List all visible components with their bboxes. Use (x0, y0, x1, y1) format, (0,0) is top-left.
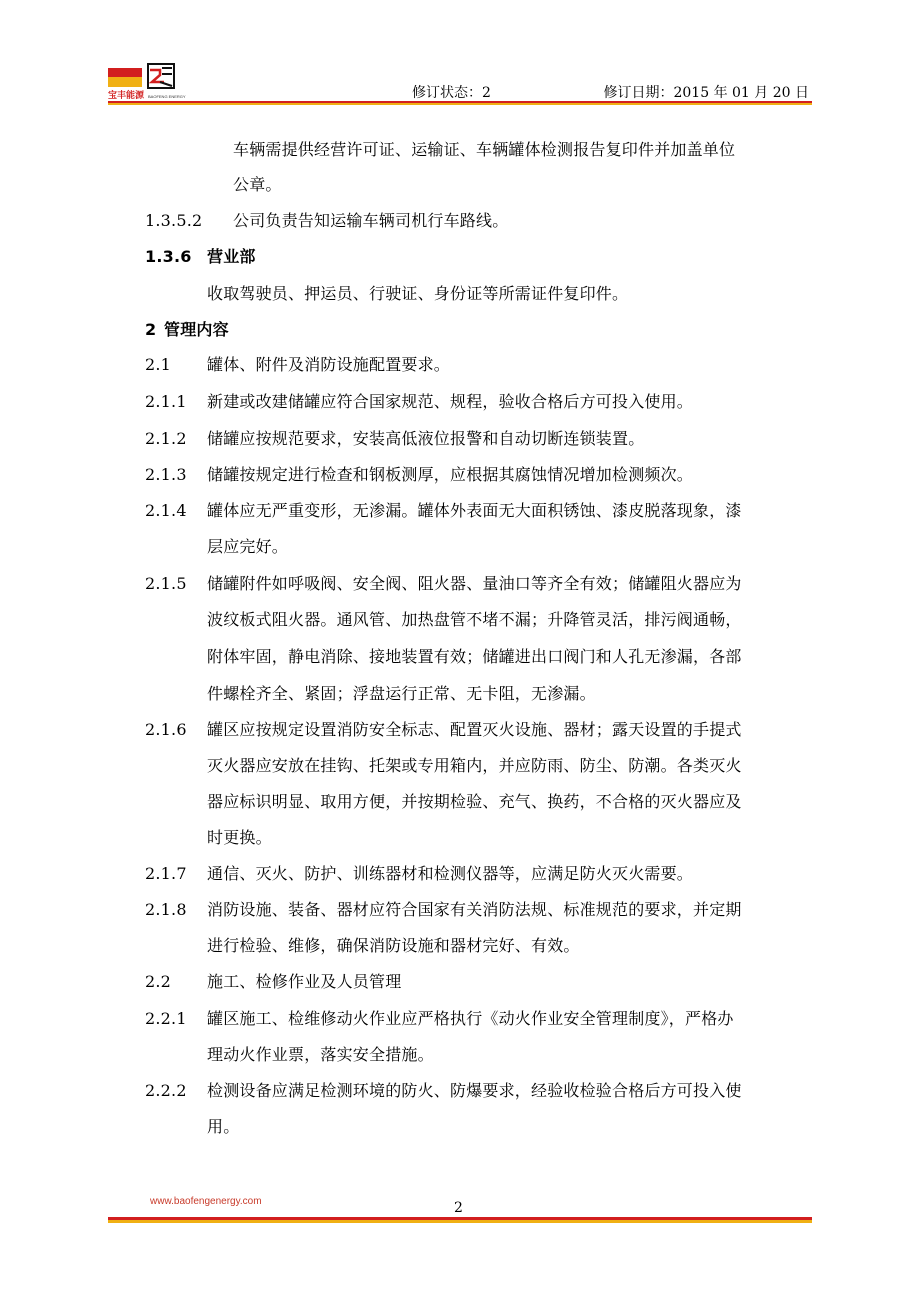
paragraph-text: 罐区应按规定设置消防安全标志、配置灭火设施、器材；露天设置的手提式 (207, 720, 742, 739)
logo-text-cn: 宝丰能源 (108, 91, 145, 101)
section-heading: 管理内容 (164, 320, 229, 339)
section-number: 2.1.5 (145, 574, 187, 593)
section-number: 2.2.2 (145, 1081, 187, 1100)
paragraph-text: 附体牢固，静电消除、接地装置有效；储罐进出口阀门和人孔无渗漏，各部 (207, 647, 742, 666)
paragraph-text: 用。 (207, 1117, 240, 1136)
paragraph-text: 新建或改建储罐应符合国家规范、规程，验收合格后方可投入使用。 (207, 392, 694, 411)
paragraph-text: 储罐按规定进行检查和钢板测厚，应根据其腐蚀情况增加检测频次。 (207, 465, 694, 484)
logo-text-en: BAOFENG ENERGY (148, 94, 186, 99)
paragraph-text: 理动火作业票，落实安全措施。 (207, 1045, 434, 1064)
section-number: 2.1.4 (145, 501, 187, 520)
paragraph-text: 波纹板式阻火器。通风管、加热盘管不堵不漏；升降管灵活，排污阀通畅， (207, 610, 742, 629)
paragraph-text: 通信、灭火、防护、训练器材和检测仪器等，应满足防火灭火需要。 (207, 864, 694, 883)
paragraph-text: 储罐应按规范要求，安装高低液位报警和自动切断连锁装置。 (207, 429, 645, 448)
section-heading: 营业部 (207, 247, 256, 266)
section-number: 2.1.6 (145, 720, 187, 739)
section-number: 2 (145, 320, 157, 339)
section-number: 1.3.5.2 (145, 211, 203, 230)
paragraph-text: 件螺栓齐全、紧固；浮盘运行正常、无卡阻，无渗漏。 (207, 684, 596, 703)
paragraph-text: 时更换。 (207, 828, 272, 847)
paragraph-text: 灭火器应安放在挂钩、托架或专用箱内，并应防雨、防尘、防潮。各类灭火 (207, 756, 742, 775)
section-number: 2.1.7 (145, 864, 187, 883)
revision-date: 修订日期：2015 年 01 月 20 日 (603, 85, 809, 101)
section-number: 2.1.2 (145, 429, 187, 448)
paragraph-text: 收取驾驶员、押运员、行驶证、身份证等所需证件复印件。 (207, 284, 629, 303)
paragraph-text: 器应标识明显、取用方便，并按期检验、充气、换药，不合格的灭火器应及 (207, 792, 742, 811)
header-rule-accent (108, 103, 812, 105)
paragraph-text: 进行检验、维修，确保消防设施和器材完好、有效。 (207, 936, 580, 955)
paragraph-text: 储罐附件如呼吸阀、安全阀、阻火器、量油口等齐全有效；储罐阻火器应为 (207, 574, 742, 593)
section-number: 2.2.1 (145, 1009, 187, 1028)
paragraph-text: 车辆需提供经营许可证、运输证、车辆罐体检测报告复印件并加盖单位 (233, 140, 736, 159)
paragraph-text: 检测设备应满足检测环境的防火、防爆要求，经验收检验合格后方可投入使 (207, 1081, 742, 1100)
paragraph-text: 罐区施工、检维修动火作业应严格执行《动火作业安全管理制度》，严格办 (207, 1009, 734, 1028)
paragraph-text: 罐体应无严重变形，无渗漏。罐体外表面无大面积锈蚀、漆皮脱落现象，漆 (207, 501, 742, 520)
section-number: 1.3.6 (145, 247, 192, 266)
paragraph-text: 施工、检修作业及人员管理 (207, 972, 402, 991)
company-logo (108, 62, 186, 102)
section-number: 2.1.3 (145, 465, 187, 484)
paragraph-text: 公司负责告知运输车辆司机行车路线。 (233, 211, 509, 230)
section-number: 2.2 (145, 972, 172, 991)
paragraph-text: 罐体、附件及消防设施配置要求。 (207, 355, 451, 374)
paragraph-text: 消防设施、装备、器材应符合国家有关消防法规、标准规范的要求，并定期 (207, 900, 742, 919)
section-number: 2.1.1 (145, 392, 187, 411)
revision-status: 修订状态：2 (412, 85, 491, 101)
section-number: 2.1.8 (145, 900, 187, 919)
section-number: 2.1 (145, 355, 172, 374)
paragraph-text: 层应完好。 (207, 537, 289, 556)
paragraph-text: 公章。 (233, 175, 282, 194)
footer-website-link[interactable]: www.baofengenergy.com (150, 1196, 262, 1207)
footer-rule-accent (108, 1220, 812, 1223)
page-number: 2 (454, 1200, 463, 1216)
